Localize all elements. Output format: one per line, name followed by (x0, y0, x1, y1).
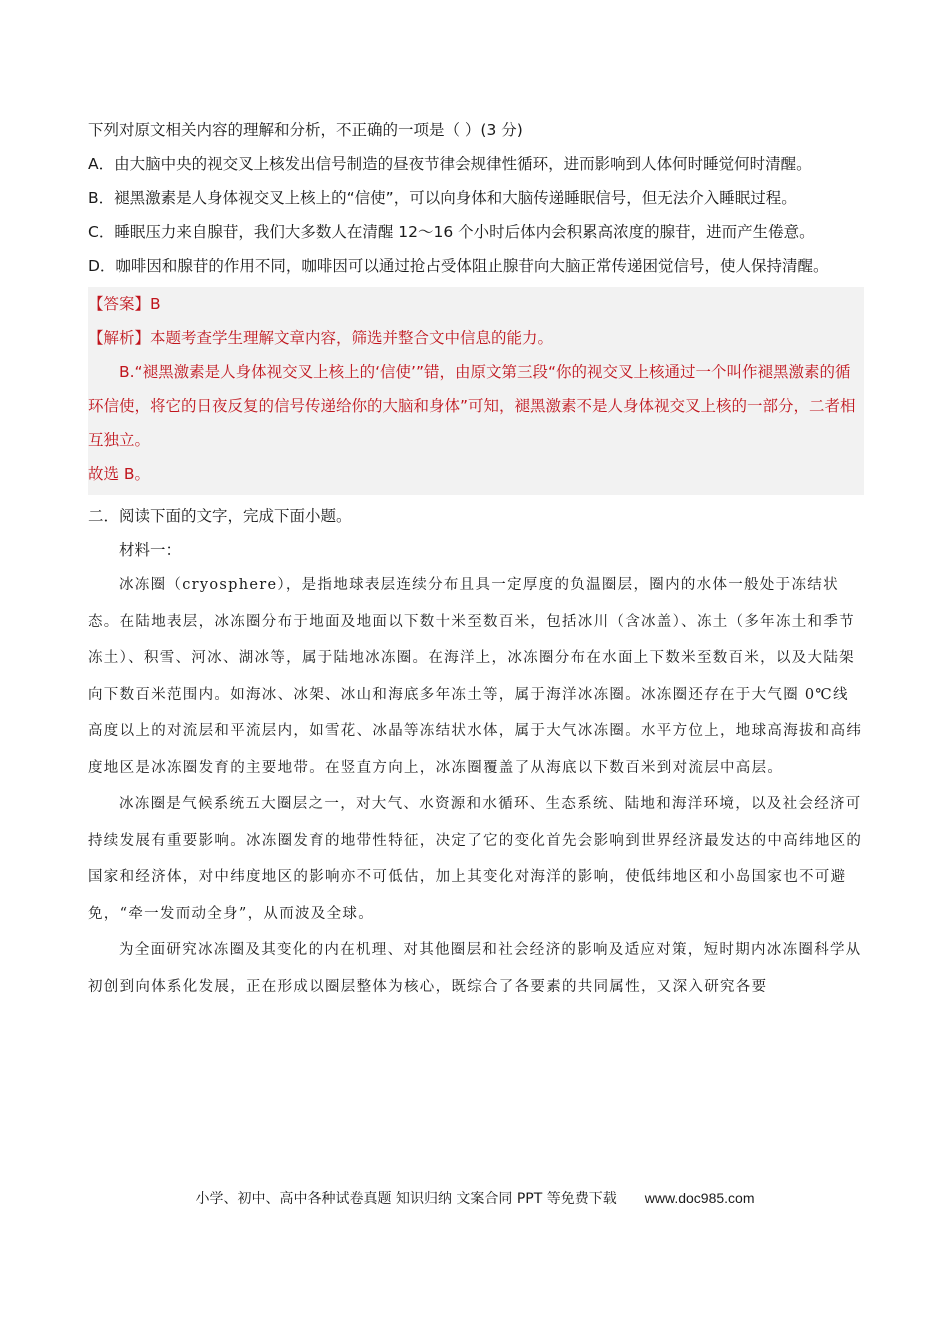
analysis-line: 【解析】本题考查学生理解文章内容，筛选并整合文中信息的能力。 (88, 329, 554, 347)
section-heading: 二．阅读下面的文字，完成下面小题。 (88, 507, 352, 525)
material-paragraph-3: 为全面研究冰冻圈及其变化的内在机理、对其他圈层和社会经济的影响及适应对策，短时期内冰冻圈科学从初创到向体系化发展，正在形成以圈层整体为核心，既综合了各要素的共同属性，又深入研究各要 (88, 942, 862, 995)
option-d: D．咖啡因和腺苷的作用不同，咖啡因可以通过抢占受体阻止腺苷向大脑正常传递困觉信号，使人保持清醒。 (88, 257, 829, 275)
answer-line: 【答案】B (88, 295, 161, 313)
option-c: C．睡眠压力来自腺苷，我们大多数人在清醒 12～16 个小时后体内会积累高浓度的腺苷，进而产生倦意。 (88, 223, 815, 241)
conclusion-line: 故选 B。 (88, 465, 151, 483)
footer-text: 小学、初中、高中各种试卷真题 知识归纳 文案合同 PPT 等免费下载 (195, 1191, 617, 1207)
footer-site-link[interactable]: www.doc985.com (644, 1190, 755, 1206)
question-stem: 下列对原文相关内容的理解和分析，不正确的一项是（ ）(3 分) (88, 121, 523, 139)
answer-box (88, 287, 864, 495)
material-label: 材料一： (119, 541, 182, 559)
option-a: A．由大脑中央的视交叉上核发出信号制造的昼夜节律会规律性循环，进而影响到人体何时睡觉何时清醒。 (88, 155, 812, 173)
analysis-detail: B.“褪黑激素是人身体视交叉上核上的‘信使’”错，由原文第三段“你的视交叉上核通过一个叫作褪黑激素的循环信使，将它的日夜反复的信号传递给你的大脑和身体”可知，褪黑激素不是人身体视交叉上核的一部分，二者相互独立。 (88, 363, 856, 449)
page-footer (0, 1188, 950, 1208)
material-paragraph-2: 冰冻圈是气候系统五大圈层之一，对大气、水资源和水循环、生态系统、陆地和海洋环境，以及社会经济可持续发展有重要影响。冰冻圈发育的地带性特征，决定了它的变化首先会影响到世界经济最发达的中高纬地区的国家和经济体，对中纬度地区的影响亦不可低估，加上其变化对海洋的影响，使低纬地区和小岛国家也不可避免，“牵一发而动全身”，从而波及全球。 (88, 796, 863, 922)
page-content (88, 113, 864, 1005)
option-b: B．褪黑激素是人身体视交叉上核上的“信使”，可以向身体和大脑传递睡眠信号，但无法介入睡眠过程。 (88, 189, 797, 207)
material-paragraph-1: 冰冻圈（cryosphere），是指地球表层连续分布且具一定厚度的负温圈层，圈内的水体一般处于冻结状态。在陆地表层，冰冻圈分布于地面及地面以下数十米至数百米，包括冰川（含冰盖）、冻土（多年冻土和季节冻土）、积雪、河冰、湖冰等，属于陆地冰冻圈。在海洋上，冰冻圈分布在水面上下数米至数百米，以及大陆架向下数百米范围内。如海冰、冰架、冰山和海底多年冻土等，属于海洋冰冻圈。冰冻圈还存在于大气圈 0℃线高度以上的对流层和平流层内，如雪花、冰晶等冻结状水体，属于大气冰冻圈。水平方位上，地球高海拔和高纬度地区是冰冻圈发育的主要地带。在竖直方向上，冰冻圈覆盖了从海底以下数百米到对流层中高层。 (88, 577, 863, 776)
